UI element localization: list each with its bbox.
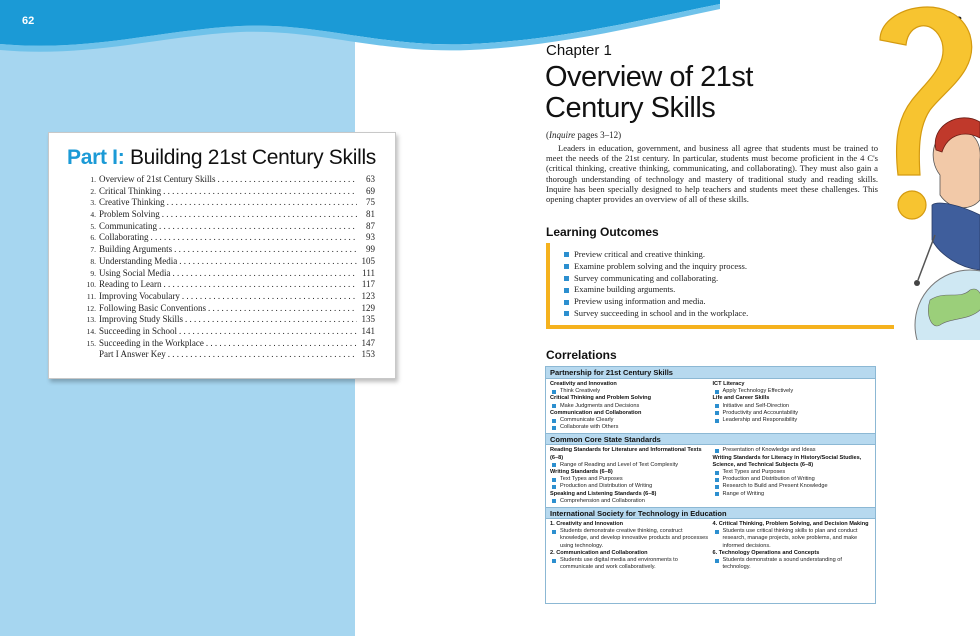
p21-right-column	[713, 381, 872, 431]
correlation-item	[713, 403, 872, 410]
toc-entry-number: 7.	[90, 245, 96, 255]
toc-entry-page: 117	[361, 279, 375, 290]
bullet-square-icon	[552, 426, 556, 430]
globe-illustration	[915, 270, 980, 340]
correlation-item	[713, 476, 872, 483]
ccss-left-column	[550, 447, 713, 505]
learning-outcome-item	[564, 296, 894, 308]
toc-leader-dots	[182, 291, 357, 303]
toc-entry-page: 93	[366, 232, 375, 243]
toc-entry-page: 87	[366, 220, 375, 231]
bullet-square-icon	[715, 411, 719, 415]
toc-entry-page: 111	[362, 267, 375, 278]
toc-entry-title: Using Social Media	[99, 267, 171, 278]
toc-leader-dots	[159, 221, 357, 233]
correlation-item	[550, 557, 709, 571]
bullet-square-icon	[552, 559, 556, 563]
toc-leader-dots	[218, 174, 358, 186]
pages-ref-open: (	[546, 130, 549, 140]
toc-entry-title: Communicating	[99, 220, 157, 231]
pages-ref-book: Inquire	[549, 130, 576, 140]
correlation-item	[550, 417, 709, 424]
correlation-item	[550, 498, 709, 505]
pages-ref-rest: pages 3–12)	[575, 130, 622, 140]
toc-entry-number: 15.	[86, 338, 96, 348]
bullet-square-icon	[564, 276, 569, 281]
correlation-group: Speaking and Listening Standards (6–8)	[550, 490, 657, 497]
p21-section	[546, 379, 875, 433]
toc-entry	[85, 174, 375, 186]
correlation-item	[713, 410, 872, 417]
correlation-item	[550, 476, 709, 483]
bullet-square-icon	[715, 419, 719, 423]
learning-outcome-text: Examine building arguments.	[574, 284, 676, 295]
correlation-group: Life and Career Skills	[712, 395, 770, 402]
correlation-item	[713, 388, 872, 395]
bullet-square-icon	[715, 485, 719, 489]
bullet-square-icon	[715, 449, 719, 453]
correlation-item-text: Apply Technology Effectively	[722, 388, 794, 395]
toc-entry-number: 10.	[86, 280, 96, 290]
toc-entry-number: 2.	[90, 186, 96, 196]
toc-leader-dots	[151, 232, 358, 244]
toc-entry-title: Problem Solving	[99, 209, 160, 220]
toc-entry-title: Succeeding in School	[99, 325, 177, 336]
bullet-square-icon	[552, 485, 556, 489]
correlation-item	[713, 491, 872, 498]
toc-entry-title: Creative Thinking	[99, 197, 165, 208]
correlation-group: 1. Creativity and Innovation	[550, 521, 624, 528]
correlation-item-text: Range of Writing	[722, 490, 765, 497]
iste-left-column	[550, 521, 713, 571]
toc-entry-number: 1.	[90, 175, 96, 184]
correlation-item-text: Think Creatively	[560, 388, 601, 395]
toc-entry	[85, 244, 375, 256]
toc-entry-number: 9.	[90, 268, 96, 278]
correlation-item-text: Collaborate with Others	[560, 424, 619, 431]
correlation-item-text: Make Judgments and Decisions	[560, 402, 640, 409]
ccss-section	[546, 445, 875, 507]
bullet-square-icon	[552, 463, 556, 467]
ccss-band: Common Core State Standards	[546, 433, 875, 445]
learning-outcome-text: Survey communicating and collaborating.	[574, 272, 719, 283]
toc-leader-dots	[185, 314, 357, 326]
correlation-group: Writing Standards for Literacy in History/Social Studies, Science, and Technical Subjects (6–8)	[712, 454, 862, 468]
toc-entry-page: 63	[366, 174, 375, 184]
correlation-group: Reading Standards for Literature and Informational Texts (6–8)	[550, 447, 702, 461]
learning-outcome-text: Examine problem solving and the inquiry process.	[574, 260, 748, 271]
correlation-item-text: Comprehension and Collaboration	[560, 497, 645, 504]
toc-leader-dots	[174, 244, 357, 256]
p21-band: Partnership for 21st Century Skills	[546, 367, 875, 379]
toc-entry-page: 129	[361, 302, 375, 313]
bullet-square-icon	[715, 390, 719, 394]
learning-outcomes-heading: Learning Outcomes	[546, 225, 659, 239]
toc-entry-title: Understanding Media	[99, 255, 178, 266]
toc-entry	[85, 268, 375, 280]
learning-outcome-item	[564, 308, 894, 320]
toc-entry	[85, 232, 375, 244]
toc-entry-page: 75	[366, 197, 375, 208]
correlation-group: 6. Technology Operations and Concepts	[712, 549, 820, 556]
toc-entry	[85, 209, 375, 221]
correlations-heading: Correlations	[546, 348, 617, 362]
toc-entry-title: Succeeding in the Workplace	[99, 337, 204, 348]
toc-entry-number: 12.	[86, 303, 96, 313]
bullet-square-icon	[715, 559, 719, 563]
correlation-item-text: Presentation of Knowledge and Ideas	[722, 447, 816, 454]
toc-entry	[85, 186, 375, 198]
toc-leader-dots	[162, 209, 357, 221]
toc-leader-dots	[167, 197, 357, 209]
bullet-square-icon	[552, 499, 556, 503]
correlation-item	[713, 469, 872, 476]
correlation-item-text: Students use critical thinking skills to plan and conduct research, manage projects, solve problems, and make informed decisions.	[722, 528, 858, 549]
toc-entry-title: Improving Study Skills	[99, 314, 184, 325]
toc-entry-title: Part I Answer Key	[99, 349, 166, 360]
toc-leader-dots	[206, 338, 357, 350]
bullet-square-icon	[715, 530, 719, 534]
toc-leader-dots	[168, 349, 357, 361]
learning-outcome-text: Preview using information and media.	[574, 296, 706, 307]
toc-entry-page: 135	[361, 314, 375, 325]
toc-entry-number: 14.	[86, 326, 96, 336]
toc-entry-page: 105	[361, 255, 375, 266]
bullet-square-icon	[552, 478, 556, 482]
correlation-item-text: Research to Build and Present Knowledge	[722, 483, 828, 490]
correlation-item	[550, 483, 709, 490]
correlation-item-text: Text Types and Purposes	[722, 469, 786, 476]
correlation-item-text: Students demonstrate creative thinking, construct knowledge, and develop innovative products and processes using technology.	[560, 528, 709, 549]
learning-outcomes-box	[546, 243, 894, 329]
bullet-square-icon	[564, 252, 569, 257]
toc-title-rest: Building 21st Century Skills	[124, 146, 377, 169]
correlation-item-text: Range of Reading and Level of Text Complexity	[560, 461, 679, 468]
bullet-square-icon	[564, 311, 569, 316]
correlation-item	[713, 447, 872, 454]
toc-entry-title: Collaborating	[99, 232, 149, 243]
toc-entry	[85, 197, 375, 209]
correlation-group: 4. Critical Thinking, Problem Solving, and Decision Making	[712, 521, 869, 528]
learning-outcome-item	[564, 284, 894, 296]
correlation-item	[713, 528, 872, 550]
toc-leader-dots	[179, 326, 357, 338]
bullet-square-icon	[564, 288, 569, 293]
learning-outcome-item	[564, 249, 894, 261]
toc-entry	[85, 303, 375, 315]
toc-title-part: Part I:	[67, 146, 125, 169]
toc-entry-number: 8.	[90, 256, 96, 266]
toc-entry-title: Critical Thinking	[99, 185, 162, 196]
correlation-group: Writing Standards (6–8)	[550, 469, 613, 476]
intro-paragraph: Leaders in education, government, and business all agree that students must be trained to meet the needs of the 21st century. In particular, students must become proficient in the 4 C's (critical thinking, creative thinking, communicating, and collaborating). They must also gain a thorough understanding of technology and mastery of traditional study and reading skills. Inquire has been specially designed to help teachers and students meet these challenges. This opening chapter provides an overview of all of these skills.	[546, 143, 878, 205]
correlation-item	[713, 483, 872, 490]
toc-entry-page: 141	[361, 325, 375, 336]
learning-outcome-text: Preview critical and creative thinking.	[574, 249, 706, 259]
toc-entry-number: 6.	[90, 233, 96, 243]
correlation-item-text: Communicate Clearly	[560, 417, 614, 424]
correlation-item	[550, 424, 709, 431]
iste-section	[546, 519, 875, 573]
toc-entry-page: 123	[361, 290, 375, 301]
bullet-square-icon	[715, 492, 719, 496]
learning-outcome-item	[564, 273, 894, 285]
toc-entry-number: 4.	[90, 210, 96, 220]
toc-entry	[85, 326, 375, 338]
correlation-item-text: Production and Distribution of Writing	[722, 476, 815, 483]
iste-band: International Society for Technology in Education	[546, 507, 875, 519]
page-number-left: 62	[22, 15, 35, 27]
correlation-item	[713, 417, 872, 424]
toc-entry	[85, 314, 375, 326]
toc-entry-page: 69	[366, 185, 375, 196]
bullet-square-icon	[552, 390, 556, 394]
learning-outcome-text: Survey succeeding in school and in the workplace.	[574, 307, 749, 318]
correlation-item	[550, 403, 709, 410]
bullet-square-icon	[552, 530, 556, 534]
toc-entry-title: Improving Vocabulary	[99, 290, 180, 301]
bullet-square-icon	[564, 300, 569, 305]
toc-leader-dots	[173, 268, 358, 280]
wave-banner	[0, 0, 720, 60]
bullet-square-icon	[552, 404, 556, 408]
toc-card	[48, 132, 396, 379]
correlation-item	[550, 462, 709, 469]
toc-entry-number: 13.	[86, 315, 96, 325]
toc-entry-title: Reading to Learn	[99, 279, 162, 290]
toc-entry-title: Building Arguments	[99, 244, 173, 255]
correlations-table	[545, 366, 876, 604]
toc-leader-dots	[208, 303, 357, 315]
toc-entry-page: 81	[366, 209, 375, 220]
toc-entry-title: Following Basic Conventions	[99, 302, 207, 313]
bullet-square-icon	[564, 264, 569, 269]
toc-title	[67, 146, 376, 170]
correlation-item	[713, 557, 872, 571]
bullet-square-icon	[552, 419, 556, 423]
toc-entry-number: 11.	[86, 291, 96, 301]
correlation-group: 2. Communication and Collaboration	[550, 549, 648, 556]
toc-entry	[85, 349, 375, 361]
correlation-item	[550, 528, 709, 550]
pages-reference	[546, 130, 621, 140]
bullet-square-icon	[715, 471, 719, 475]
toc-entry	[85, 338, 375, 350]
toc-entry-number: 5.	[90, 221, 96, 231]
toc-entry	[85, 279, 375, 291]
correlation-group: Creativity and Innovation	[550, 381, 617, 387]
correlation-item-text: Production and Distribution of Writing	[560, 483, 653, 490]
toc-entry	[85, 291, 375, 303]
iste-right-column	[713, 521, 872, 571]
learning-outcome-item	[564, 261, 894, 273]
toc-list	[85, 174, 375, 361]
learning-outcomes-list	[550, 243, 894, 320]
correlation-item-text: Students demonstrate a sound understanding of technology.	[722, 557, 842, 571]
correlation-item-text: Students use digital media and environments to communicate and work collaboratively.	[560, 557, 678, 571]
correlation-group: Critical Thinking and Problem Solving	[550, 395, 652, 402]
toc-leader-dots	[179, 256, 357, 268]
toc-leader-dots	[163, 279, 357, 291]
toc-entry-title: Overview of 21st Century Skills	[99, 174, 216, 184]
toc-entry-page: 153	[361, 349, 375, 360]
chapter-label: Chapter 1	[546, 42, 612, 59]
correlation-item-text: Text Types and Purposes	[560, 476, 623, 483]
correlation-item-text: Initiative and Self-Direction	[722, 402, 790, 409]
correlation-item-text: Productivity and Accountability	[722, 409, 799, 416]
correlation-item-text: Leadership and Responsibility	[722, 417, 798, 424]
p21-left-column	[550, 381, 713, 431]
toc-entry	[85, 221, 375, 233]
toc-entry	[85, 256, 375, 268]
ccss-right-column	[713, 447, 872, 505]
toc-leader-dots	[163, 186, 357, 198]
toc-entry-page: 147	[361, 337, 375, 348]
toc-entry-number: 3.	[90, 198, 96, 208]
bullet-square-icon	[715, 478, 719, 482]
chapter-title: Overview of 21st Century Skills	[545, 61, 753, 124]
correlation-item	[550, 388, 709, 395]
bullet-square-icon	[715, 404, 719, 408]
toc-entry-page: 99	[366, 244, 375, 255]
correlation-group: ICT Literacy	[712, 381, 745, 387]
correlation-group: Communication and Collaboration	[550, 409, 642, 416]
